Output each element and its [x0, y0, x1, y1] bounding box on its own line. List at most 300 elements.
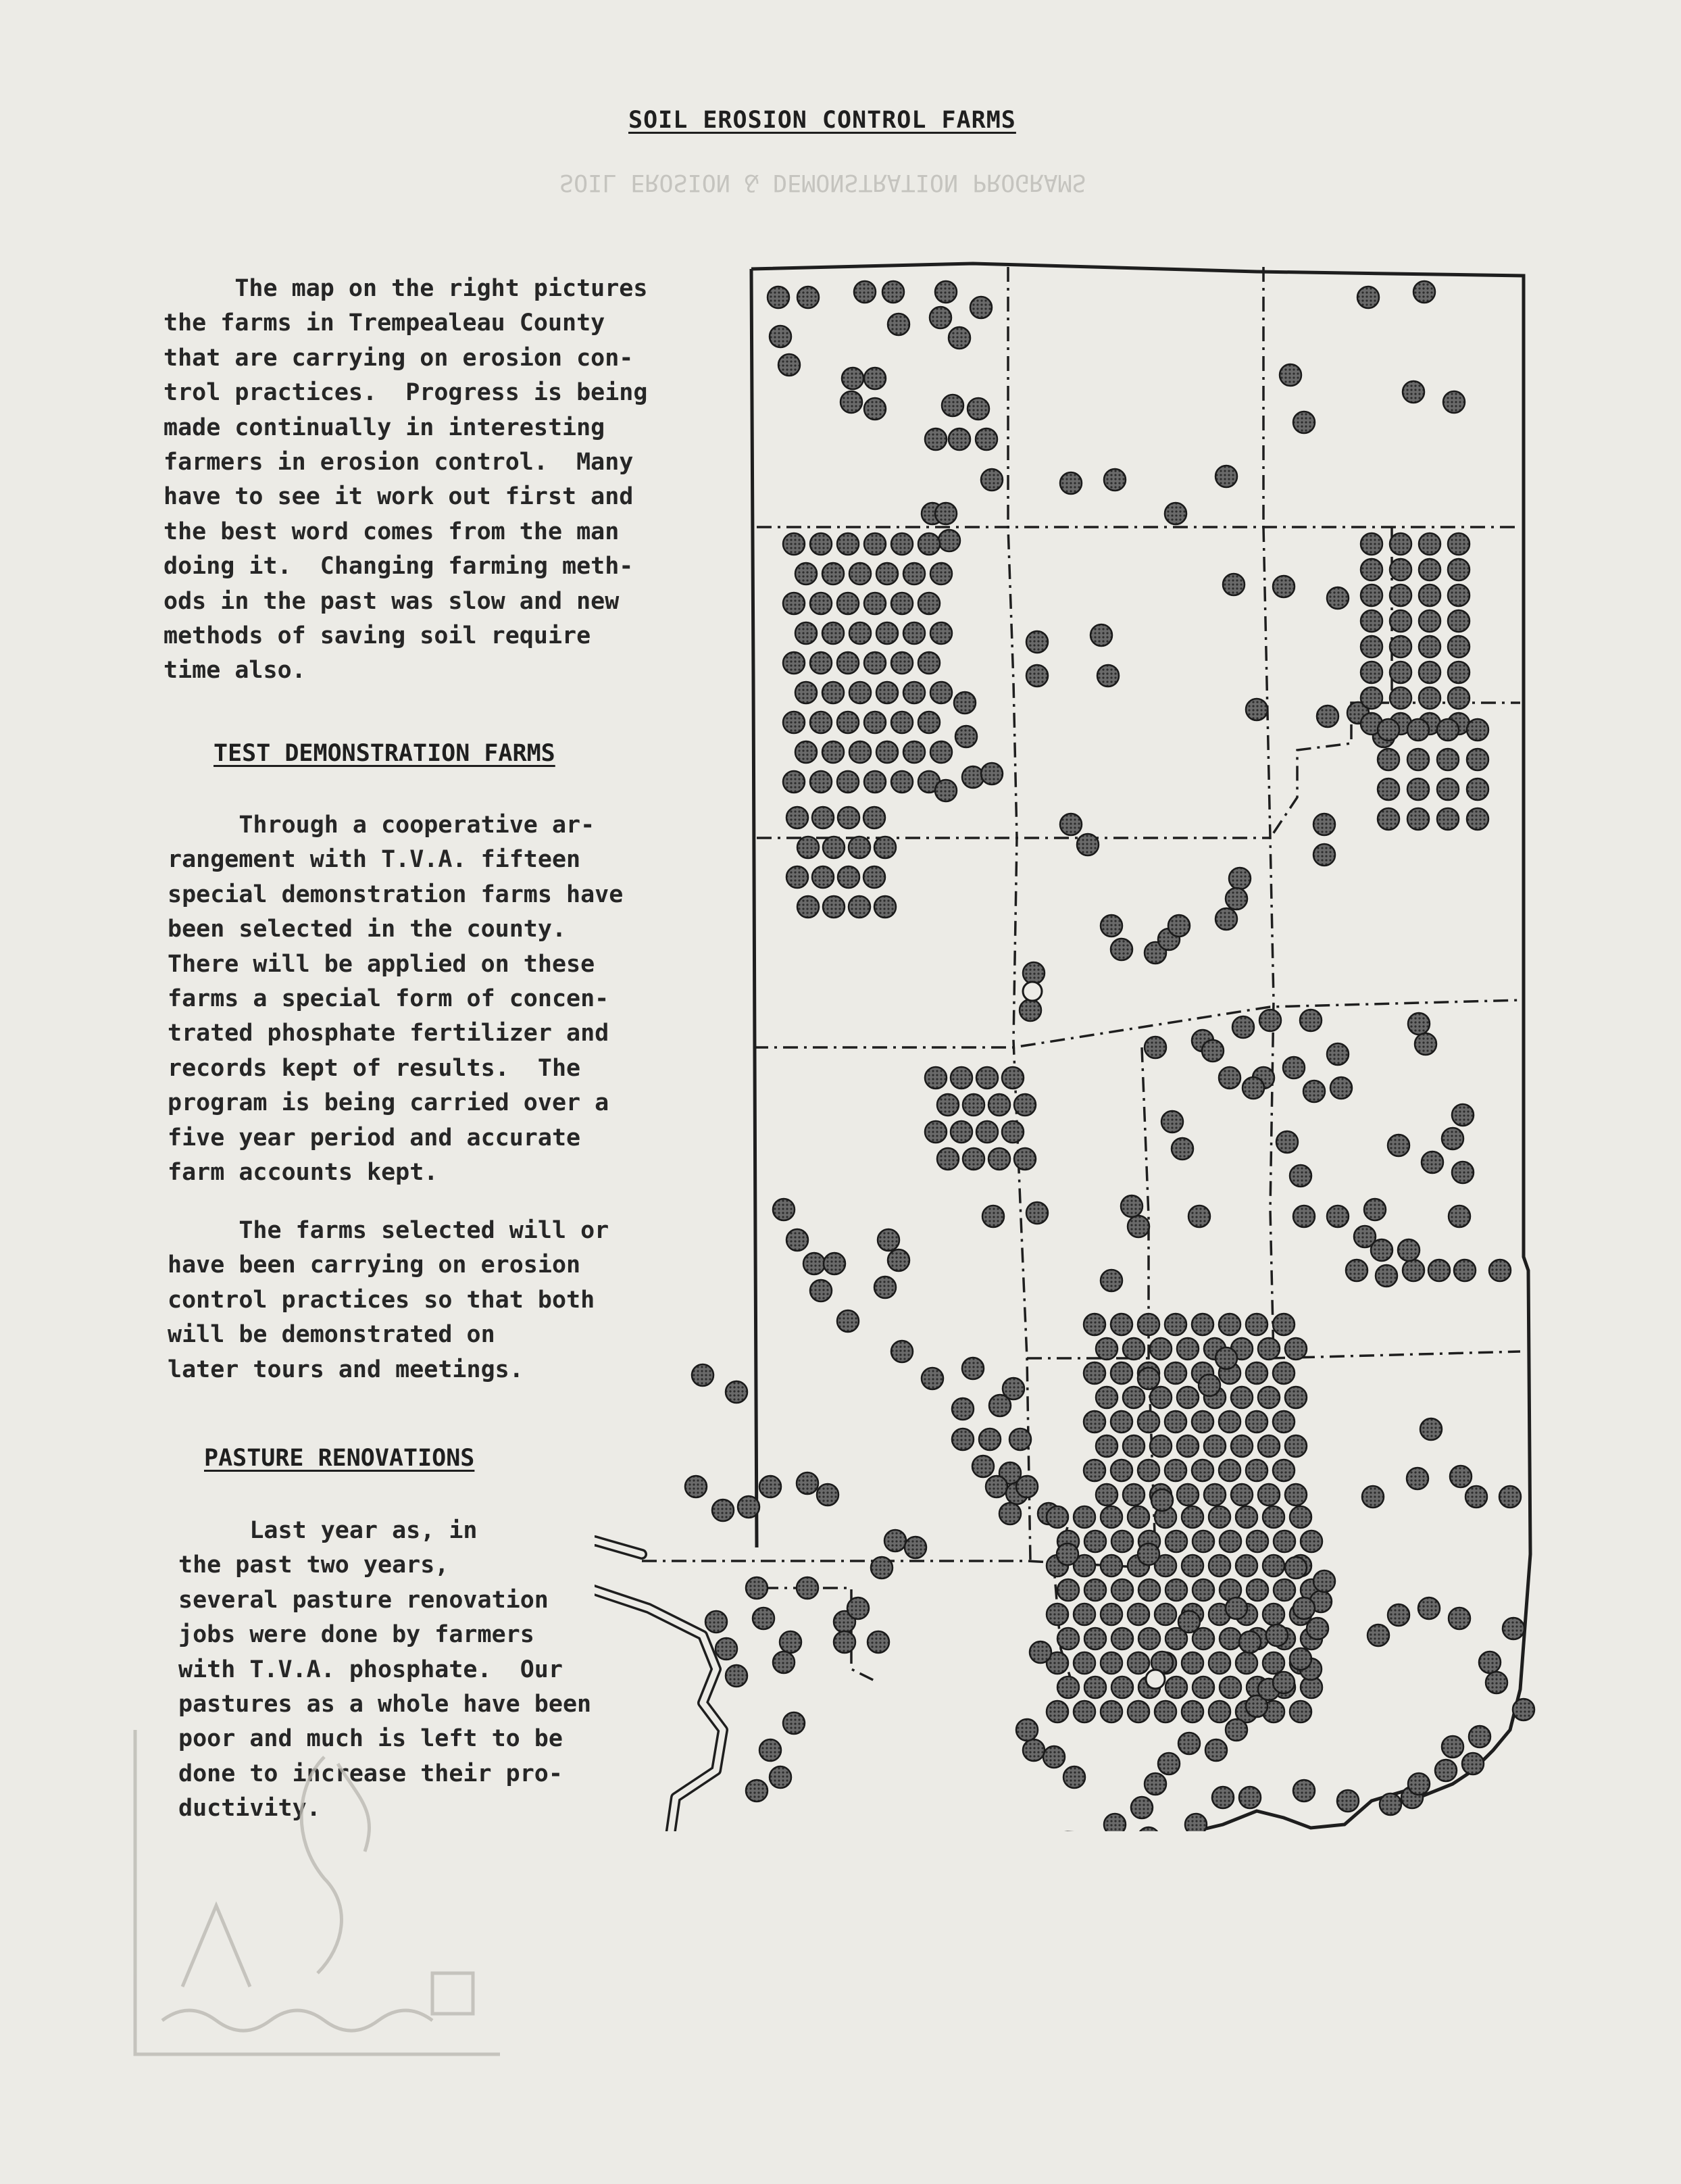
farm-marker [1371, 1239, 1393, 1261]
farm-marker [1403, 381, 1424, 403]
farm-marker [871, 1557, 893, 1579]
farm-marker [822, 682, 844, 703]
farm-marker [1101, 1506, 1122, 1528]
farm-marker [918, 712, 940, 733]
farm-marker [1407, 808, 1429, 830]
farm-marker [768, 287, 789, 308]
farm-marker [1016, 1719, 1038, 1741]
farm-marker [1101, 915, 1122, 937]
farm-marker [891, 712, 913, 733]
farm-marker [1419, 533, 1440, 555]
farm-marker [842, 368, 863, 389]
farm-marker [786, 866, 808, 888]
farm-marker [903, 563, 925, 585]
farm-marker [891, 593, 913, 614]
farm-marker [937, 1148, 959, 1170]
farm-marker [1449, 1206, 1470, 1227]
farm-marker [951, 1121, 972, 1143]
farm-marker [1285, 1338, 1307, 1360]
farm-marker [726, 1381, 747, 1403]
farm-marker [891, 1341, 913, 1362]
farm-marker [1467, 808, 1488, 830]
farm-marker [1168, 915, 1190, 937]
farm-marker [925, 1067, 947, 1089]
text-line: the farms in Trempealeau County [164, 309, 605, 337]
farm-marker [716, 1638, 737, 1660]
farm-marker [903, 741, 925, 763]
farm-marker [810, 1280, 832, 1301]
farm-marker [1026, 1202, 1048, 1224]
farm-marker [999, 1503, 1021, 1524]
farm-marker [954, 692, 976, 714]
text-line: farmers in erosion control. Many [164, 449, 634, 476]
farm-marker [988, 1094, 1010, 1116]
farm-marker [692, 1364, 713, 1386]
farm-marker [1128, 1604, 1149, 1625]
farm-marker [1300, 1010, 1322, 1031]
farm-marker [981, 763, 1003, 785]
farm-marker [1209, 1555, 1230, 1577]
farm-marker [1057, 1677, 1079, 1698]
farm-marker [1178, 1611, 1200, 1633]
farm-marker [1002, 1067, 1024, 1089]
farm-marker [837, 593, 859, 614]
farm-marker [1247, 1579, 1268, 1601]
farm-marker [1090, 624, 1112, 646]
farm-marker [1239, 1787, 1261, 1808]
farm-marker [1317, 705, 1338, 727]
farm-marker [1293, 1206, 1315, 1227]
farm-marker [1263, 1604, 1284, 1625]
farm-marker [1448, 687, 1470, 709]
farm-markers [685, 281, 1534, 1831]
farm-marker [1346, 1260, 1368, 1281]
township-line-3 [1263, 527, 1274, 1358]
farm-marker [759, 1476, 781, 1497]
farm-marker [863, 807, 885, 828]
text-line: been selected in the county. [168, 916, 567, 943]
farm-marker [1285, 1387, 1307, 1408]
farm-marker [1077, 834, 1099, 855]
farm-marker [1378, 749, 1399, 770]
farm-marker [1185, 1814, 1207, 1831]
farm-marker [918, 533, 940, 555]
farm-marker [1247, 1531, 1268, 1552]
soil-testing-sketch [122, 1703, 541, 2081]
farm-marker [1209, 1652, 1230, 1674]
farm-marker [884, 1530, 906, 1552]
farm-marker [1047, 1506, 1068, 1528]
farm-marker [888, 314, 909, 335]
farm-marker [938, 530, 960, 551]
farm-marker [976, 1121, 998, 1143]
farm-marker [823, 837, 845, 858]
farm-marker [1192, 1411, 1213, 1433]
farm-marker [1057, 1579, 1079, 1601]
farm-marker [1084, 1314, 1105, 1335]
farm-marker [1407, 719, 1429, 741]
farm-marker [1219, 1314, 1240, 1335]
farm-marker [864, 533, 886, 555]
farm-marker [930, 307, 951, 328]
farm-marker [925, 1121, 947, 1143]
farm-marker [1313, 1570, 1335, 1592]
farm-marker [1084, 1628, 1106, 1649]
farm-marker [810, 533, 832, 555]
farm-marker [1437, 719, 1459, 741]
farm-marker [1263, 1555, 1284, 1577]
farm-marker [1388, 1604, 1409, 1626]
farm-marker [1273, 1362, 1295, 1384]
text-line: have been carrying on erosion [168, 1251, 581, 1279]
farm-marker [1232, 1016, 1254, 1038]
farm-marker [864, 652, 886, 674]
text-line: records kept of results. The [168, 1054, 581, 1082]
farm-marker [1236, 1506, 1257, 1528]
farm-marker [874, 896, 896, 918]
farm-marker [1030, 1641, 1051, 1663]
farm-marker [1161, 1111, 1183, 1133]
farm-marker [849, 837, 870, 858]
farm-marker [1212, 1787, 1234, 1808]
farm-marker [1219, 1411, 1240, 1433]
farm-marker [795, 741, 817, 763]
farm-marker [1285, 1435, 1307, 1457]
farm-marker [1454, 1260, 1476, 1281]
text-line: have to see it work out first and [164, 483, 634, 511]
farm-marker [918, 593, 940, 614]
farm-marker [1215, 466, 1237, 487]
farm-marker [1215, 1347, 1237, 1369]
farm-marker [1330, 1077, 1352, 1099]
farm-marker [963, 1148, 984, 1170]
farm-marker [1462, 1753, 1484, 1775]
farm-marker [753, 1608, 774, 1629]
demo-paragraph-2 [168, 1214, 609, 1387]
farm-marker [1151, 1489, 1173, 1511]
farm-marker [817, 1484, 838, 1506]
farm-marker [1437, 778, 1459, 800]
farm-marker [1111, 1314, 1132, 1335]
farm-marker [795, 682, 817, 703]
text-line: made continually in interesting [164, 414, 605, 441]
farm-marker [1390, 559, 1411, 580]
farm-marker [1231, 1484, 1253, 1506]
farm-marker [1177, 1435, 1199, 1457]
farm-marker [1419, 636, 1440, 657]
farm-marker [1096, 1387, 1118, 1408]
farm-marker [1138, 1411, 1159, 1433]
text-line: trated phosphate fertilizer and [168, 1020, 609, 1047]
farm-marker [882, 281, 904, 303]
farm-marker [903, 682, 925, 703]
farm-marker [1380, 1793, 1401, 1815]
farm-marker [864, 593, 886, 614]
farm-marker [1111, 939, 1132, 960]
farm-marker [795, 563, 817, 585]
farm-marker [786, 1229, 808, 1251]
farm-marker [1407, 778, 1429, 800]
farm-marker [970, 297, 992, 318]
farm-marker [797, 837, 819, 858]
farm-marker [891, 771, 913, 793]
farm-marker [1229, 868, 1251, 889]
farm-marker [840, 391, 862, 413]
farm-marker [1047, 1604, 1068, 1625]
farm-marker [1193, 1579, 1214, 1601]
farm-marker [1155, 1604, 1176, 1625]
farm-marker [746, 1577, 768, 1599]
farm-marker [1469, 1726, 1490, 1747]
farm-marker [1101, 1555, 1122, 1577]
farm-marker [1182, 1652, 1203, 1674]
farm-marker [1150, 1338, 1172, 1360]
farm-marker [876, 741, 898, 763]
farm-marker [1418, 1597, 1440, 1619]
farm-marker [1165, 1460, 1186, 1481]
farm-marker [783, 771, 805, 793]
farm-marker [1489, 1260, 1511, 1281]
text-line: jobs were done by farmers [178, 1621, 534, 1649]
farm-marker [1009, 1429, 1031, 1450]
farm-marker [1199, 1374, 1220, 1396]
farm-marker [1014, 1094, 1036, 1116]
farm-marker [838, 866, 859, 888]
farm-marker [949, 327, 970, 349]
farm-marker [726, 1665, 747, 1687]
farm-marker [1158, 1753, 1180, 1775]
farm-marker [1193, 1677, 1214, 1698]
farm-marker [903, 622, 925, 644]
farm-marker [1293, 412, 1315, 433]
page-title: SOIL EROSION CONTROL FARMS [628, 107, 1016, 134]
text-line: five year period and accurate [168, 1124, 581, 1151]
text-line: special demonstration farms have [168, 880, 624, 908]
farm-marker [797, 287, 819, 308]
farm-marker [982, 1206, 1004, 1227]
farm-marker [1202, 1040, 1224, 1062]
farm-marker [1307, 1618, 1328, 1639]
text-line: farms a special form of concen- [168, 985, 609, 1013]
farm-marker [705, 1611, 727, 1633]
farm-marker [1074, 1604, 1095, 1625]
farm-marker [1192, 1314, 1213, 1335]
farm-marker [1362, 1486, 1384, 1508]
farm-marker [1096, 1338, 1118, 1360]
farm-marker [1047, 1701, 1068, 1722]
farm-marker [863, 866, 885, 888]
farm-marker [942, 395, 963, 416]
farm-marker [876, 563, 898, 585]
farm-marker [849, 682, 871, 703]
farm-marker [837, 1310, 859, 1332]
bleed-through-text: SOIL EROSION & DEMONSTRATION PROGRAMS [559, 169, 1086, 196]
farm-marker [876, 622, 898, 644]
township-line-0 [1008, 267, 1030, 1561]
farm-marker [1231, 1387, 1253, 1408]
farm-marker [864, 398, 886, 420]
farm-marker [1273, 1672, 1295, 1693]
farm-marker [1467, 719, 1488, 741]
farm-marker [1177, 1338, 1199, 1360]
farm-marker [1165, 1411, 1186, 1433]
farm-marker [1246, 1362, 1268, 1384]
farm-marker [930, 682, 952, 703]
farm-marker [1413, 281, 1435, 303]
farm-marker [1274, 1531, 1295, 1552]
farm-marker [849, 741, 871, 763]
farm-marker [1313, 844, 1335, 866]
farm-marker [773, 1652, 795, 1673]
farm-marker [1138, 1579, 1160, 1601]
county-map [595, 250, 1554, 1831]
farm-marker [868, 1631, 889, 1653]
farm-marker [1390, 533, 1411, 555]
farm-marker [1128, 1506, 1149, 1528]
farm-marker [1443, 391, 1465, 413]
farm-marker [1465, 1486, 1487, 1508]
farm-marker [837, 533, 859, 555]
farm-marker [952, 1398, 974, 1420]
farm-marker [1263, 1652, 1284, 1674]
farm-marker [1084, 1362, 1105, 1384]
farm-marker [874, 1276, 896, 1298]
farm-marker [1145, 1773, 1166, 1795]
farm-marker [1293, 1780, 1315, 1802]
farm-marker [1182, 1701, 1203, 1722]
farm-marker [1111, 1677, 1133, 1698]
farm-marker [1390, 585, 1411, 606]
farm-marker [1074, 1701, 1095, 1722]
farm-marker [1121, 1195, 1143, 1217]
farm-marker [1246, 1411, 1268, 1433]
farm-marker [1188, 1206, 1210, 1227]
farm-marker [1449, 1608, 1470, 1629]
farm-marker [1023, 962, 1045, 984]
farm-marker [1448, 610, 1470, 632]
farm-marker [797, 1472, 818, 1494]
farm-marker [1204, 1435, 1226, 1457]
farm-marker [1236, 1652, 1257, 1674]
farm-marker [930, 563, 952, 585]
farm-marker [1123, 1387, 1145, 1408]
river-bank-0 [595, 1541, 723, 1831]
farm-marker [1313, 814, 1335, 835]
text-line: methods of saving soil require [164, 622, 591, 650]
farm-marker [795, 622, 817, 644]
farm-marker [1419, 662, 1440, 683]
farm-marker [1408, 1773, 1430, 1795]
farm-marker [783, 1712, 805, 1734]
farm-marker [1407, 749, 1429, 770]
farm-marker [1192, 1460, 1213, 1481]
farm-marker [1003, 1378, 1024, 1399]
farm-marker [1246, 1314, 1268, 1335]
farm-marker [1177, 1484, 1199, 1506]
farm-marker [972, 1456, 994, 1477]
text-line: doing it. Changing farming meth- [164, 553, 634, 580]
farm-marker [1246, 1460, 1268, 1481]
farm-marker [1361, 610, 1382, 632]
farm-marker [854, 281, 876, 303]
farm-marker [1084, 1579, 1106, 1601]
farm-marker [1448, 585, 1470, 606]
farm-marker [1467, 778, 1488, 800]
farm-marker [1177, 1387, 1199, 1408]
farm-marker [1452, 1104, 1474, 1126]
farm-marker [1283, 1057, 1305, 1078]
farm-marker [1448, 559, 1470, 580]
farm-marker [1448, 636, 1470, 657]
farm-marker [1448, 533, 1470, 555]
farm-marker [878, 1229, 899, 1251]
farm-marker [810, 593, 832, 614]
farm-marker [864, 712, 886, 733]
farm-marker [1111, 1362, 1132, 1384]
farm-marker [685, 1476, 707, 1497]
farm-marker [1101, 1270, 1122, 1291]
farm-marker [803, 1253, 825, 1274]
farm-marker [1403, 1260, 1424, 1281]
farm-marker [1165, 1579, 1187, 1601]
farm-marker [1178, 1733, 1200, 1754]
farm-marker [1074, 1652, 1095, 1674]
farm-marker [1220, 1677, 1241, 1698]
farm-marker [823, 896, 845, 918]
text-line: The map on the right pictures [164, 275, 648, 302]
farm-marker [963, 1094, 984, 1116]
farm-marker [1303, 1081, 1325, 1102]
farm-marker [1274, 1579, 1295, 1601]
farm-marker [935, 780, 957, 801]
farm-marker [876, 682, 898, 703]
text-line: farm accounts kept. [168, 1159, 438, 1187]
farm-marker [1301, 1531, 1322, 1552]
farm-marker [1226, 888, 1247, 910]
text-line: several pasture renovation [178, 1586, 549, 1614]
farm-marker [773, 1199, 795, 1220]
farm-marker [1290, 1701, 1311, 1722]
township-line-10 [1270, 1351, 1520, 1358]
farm-marker [935, 503, 957, 524]
farm-marker [1437, 808, 1459, 830]
farm-marker [1376, 1265, 1397, 1287]
farm-marker [1273, 576, 1295, 597]
farm-marker [746, 1780, 768, 1802]
farm-marker [849, 896, 870, 918]
farm-marker [1419, 687, 1440, 709]
farm-marker [1246, 699, 1268, 720]
farm-marker [962, 766, 984, 788]
farm-marker [981, 469, 1003, 491]
farm-marker [891, 652, 913, 674]
farm-marker [1026, 631, 1048, 653]
text-line: control practices so that both [168, 1286, 595, 1314]
farm-marker [1128, 1652, 1149, 1674]
farm-marker [986, 1476, 1007, 1497]
farm-marker [864, 368, 886, 389]
farm-marker [1327, 1206, 1349, 1227]
farm-marker [1273, 1411, 1295, 1433]
farm-marker [1219, 1067, 1240, 1089]
farm-marker [1231, 1435, 1253, 1457]
farm-marker [1442, 1736, 1463, 1758]
farm-marker [1258, 1338, 1280, 1360]
county-map-svg [595, 250, 1554, 1831]
farm-marker [1378, 778, 1399, 800]
farm-marker [1096, 1484, 1118, 1506]
farm-marker [783, 533, 805, 555]
